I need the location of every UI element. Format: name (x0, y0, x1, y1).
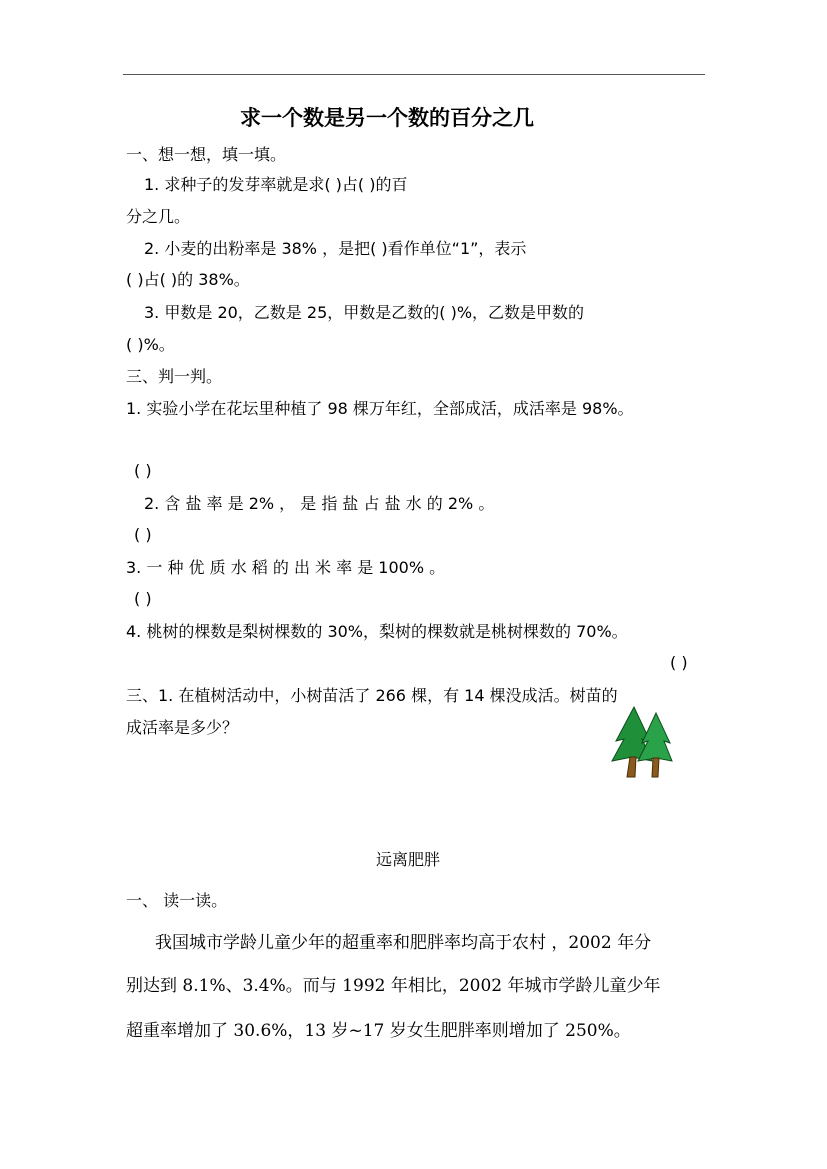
judge-2-answer-paren[interactable]: ( ) (134, 525, 152, 544)
question-1-line1: 1. 求种子的发芽率就是求( )占( )的百 (144, 175, 408, 194)
header-rule (123, 74, 705, 75)
question-3-line1: 3. 甲数是 20，乙数是 25，甲数是乙数的( )%，乙数是甲数的 (144, 303, 585, 322)
judge-1-answer-paren[interactable]: ( ) (134, 461, 152, 480)
judge-2-text: 2. 含 盐 率 是 2% ， 是 指 盐 占 盐 水 的 2% 。 (144, 494, 495, 513)
reading-paragraph-line1: 我国城市学龄儿童少年的超重率和肥胖率均高于农村 ，2002 年分 (155, 933, 652, 953)
judge-3-text: 3. 一 种 优 质 水 稻 的 出 米 率 是 100% 。 (126, 558, 446, 577)
reading-paragraph-line2: 别达到 8.1%、3.4%。而与 1992 年相比，2002 年城市学龄儿童少年 (126, 976, 661, 996)
judge-1-text: 1. 实验小学在花坛里种植了 98 棵万年红，全部成活，成活率是 98%。 (126, 399, 634, 418)
problem-1-line2: 成活率是多少？ (126, 718, 239, 737)
section1-heading: 一、想一想，填一填。 (126, 145, 287, 164)
reading-paragraph-line3: 超重率增加了 30.6%，13 岁~17 岁女生肥胖率则增加了 250%。 (126, 1021, 631, 1041)
judge-4-text: 4. 桃树的棵数是梨树棵数的 30%，梨树的棵数就是桃树棵数的 70%。 (126, 622, 628, 641)
reading-title: 远离肥胖 (376, 850, 441, 869)
reading-heading: 一、 读一读。 (126, 891, 228, 910)
question-2-line1: 2. 小麦的出粉率是 38% ，是把( )看作单位“1”，表示 (144, 239, 527, 258)
question-3-line2: ( )%。 (126, 335, 175, 354)
problem-1-line1: 三、1. 在植树活动中，小树苗活了 266 棵，有 14 棵没成活。树苗的 (126, 686, 618, 705)
judge-4-answer-paren[interactable]: ( ) (670, 653, 688, 672)
judge-3-answer-paren[interactable]: ( ) (134, 589, 152, 608)
section2-heading: 三、判一判。 (126, 367, 223, 386)
question-1-line2: 分之几。 (126, 207, 191, 226)
page-title: 求一个数是另一个数的百分之几 (240, 105, 534, 130)
trees-icon (610, 703, 674, 779)
question-2-line2: ( )占( )的 38%。 (126, 270, 250, 289)
